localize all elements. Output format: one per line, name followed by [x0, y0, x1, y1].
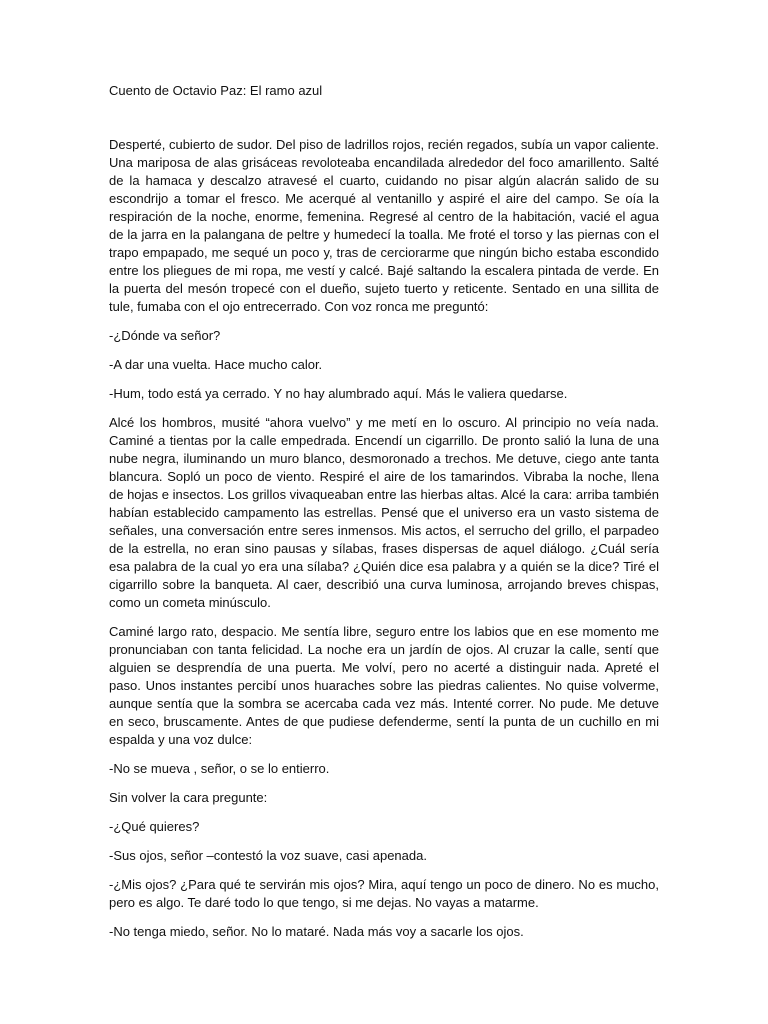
dialogue-line: -Hum, todo está ya cerrado. Y no hay alumbrado aquí. Más le valiera quedarse. — [109, 386, 568, 401]
dialogue-line: -Sus ojos, señor –contestó la voz suave, casi apenada. — [109, 848, 427, 863]
paragraph-pursuit: Caminé largo rato, despacio. Me sentía libre, seguro entre los labios que en ese momento me pronunciaban con tanta felicidad. La noche era un jardín de ojos. Al cruzar la calle, sentí que alguien se desprendía de una puerta. Me volví, pero no acerté a distinguir nada. Apreté el paso. Unos instantes percibí unos huaraches sobre las piedras calientes. No quise volverme, aunque sentía que la sombra se acercaba cada vez más. Intenté correr. No pude. Me detuve en seco, bruscamente. Antes de que pudiese defenderme, sentí la punta de un cuchillo en mi espalda y una voz dulce: — [109, 624, 659, 747]
paragraph-awakening: Desperté, cubierto de sudor. Del piso de ladrillos rojos, recién regados, subía un vapor caliente. Una mariposa de alas grisáceas revoloteaba encandilada alrededor del foco amarillento. Salté de la hamaca y descalzo atravesé el cuarto, cuidando no pisar algún alacrán salido de su escondrijo a tomar el fresco. Me acerqué al ventanillo y aspiré el aire del campo. Se oía la respiración de la noche, enorme, femenina. Regresé al centro de la habitación, vacié el agua de la jarra en la palangana de peltre y humedecí la toalla. Me froté el torso y las piernas con el trapo empapado, me sequé un poco y, tras de cerciorarme que ningún bicho estaba escondido entre los pliegues de mi ropa, me vestí y calcé. Bajé saltando la escalera pintada de verde. En la puerta del mesón tropecé con el dueño, sujeto tuerto y reticente. Sentado en una sillita de tule, fumaba con el ojo entrecerrado. Con voz ronca me preguntó: — [109, 137, 659, 314]
dialogue-line: -No tenga miedo, señor. No lo mataré. Nada más voy a sacarle los ojos. — [109, 924, 524, 939]
dialogue-line: -No se mueva , señor, o se lo entierro. — [109, 761, 330, 776]
dialogue-line: -A dar una vuelta. Hace mucho calor. — [109, 357, 323, 372]
narration-line: Sin volver la cara pregunte: — [109, 790, 268, 805]
dialogue-paragraph: -¿Mis ojos? ¿Para qué te servirán mis ojos? Mira, aquí tengo un poco de dinero. No es mucho, pero es algo. Te daré todo lo que tengo, si me dejas. No vayas a matarme. — [109, 877, 659, 910]
document-title: Cuento de Octavio Paz: El ramo azul — [109, 83, 323, 98]
dialogue-line: -¿Qué quieres? — [109, 819, 200, 834]
paragraph-night-walk: Alcé los hombros, musité “ahora vuelvo” y me metí en lo oscuro. Al principio no veía nada. Caminé a tientas por la calle empedrada. Encendí un cigarrillo. De pronto salió la luna de una nube negra, iluminando un muro blanco, desmoronado a trechos. Me detuve, ciego ante tanta blancura. Sopló un poco de viento. Respiré el aire de los tamarindos. Vibraba la noche, llena de hojas e insectos. Los grillos vivaqueaban entre las hierbas altas. Alcé la cara: arriba también habían establecido campamento las estrellas. Pensé que el universo era un vasto sistema de señales, una conversación entre seres inmensos. Mis actos, el serrucho del grillo, el parpadeo de la estrella, no eran sino pausas y sílabas, frases dispersas de aquel diálogo. ¿Cuál sería esa palabra de la cual yo era una sílaba? ¿Quién dice esa palabra y a quién se la dice? Tiré el cigarrillo sobre la banqueta. Al caer, describió una curva luminosa, arrojando breves chispas, como un cometa minúsculo. — [109, 415, 659, 610]
dialogue-line: -¿Dónde va señor? — [109, 328, 221, 343]
document-page — [109, 82, 659, 952]
